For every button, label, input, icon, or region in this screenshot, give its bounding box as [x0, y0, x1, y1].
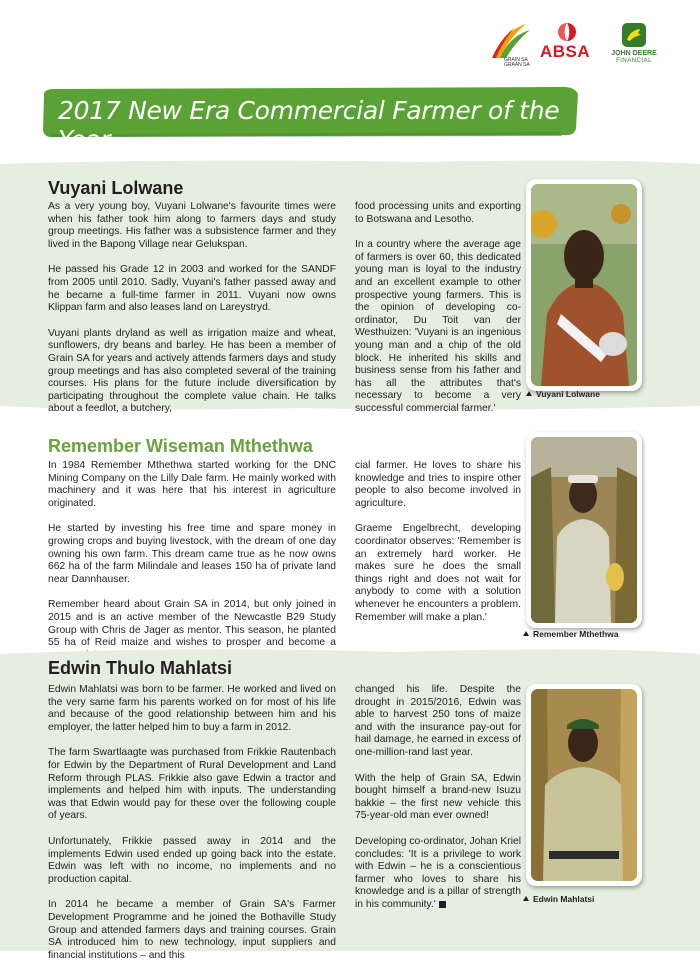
grain-sa-logo: [486, 18, 534, 74]
paragraph: cial farmer. He loves to share his knowledge and tries to inspire other people to also become involved in agriculture.: [355, 460, 521, 509]
paragraph: [355, 836, 521, 912]
paragraph: Graeme Engelbrecht, developing coordinator observes: 'Remember is an extremely hard worker. He makes sure he does the small things right and does not wait for anybody to come with a solution whenever he encounters a problem. Remember will make a plan.': [355, 523, 521, 623]
title-banner: [40, 86, 580, 154]
text-column-right: [355, 460, 521, 624]
caption-pointer-icon: [523, 631, 529, 636]
end-of-article-icon: [439, 901, 446, 908]
paragraph: The farm Swartlaagte was purchased from Frikkie Rautenbach for Edwin by the Department of Rural Development and Land Reform through PLAS. Frikkie also gave Edwin a tractor and implements and helped him with inputs. The understanding was that Edwin would pay for these over the following couple of years.: [48, 747, 336, 822]
caption-pointer-icon: [526, 391, 532, 396]
paragraph: Vuyani plants dryland as well as irrigation maize and wheat, sunflowers, dry beans and barley. He has been a member of Grain SA for years and actively attends farmers days and study group meetings and has also completed several of the training courses. His plans for the future include diversification by participating throughout the complete value chain. He talks about a feedlot, a butchery,: [48, 327, 336, 415]
caption-text: Vuyani Lolwane: [536, 389, 600, 399]
john-deere-financial: FINANCIAL: [616, 58, 652, 64]
grain-sa-text: GRAIN SA GRAAN SA: [504, 57, 530, 68]
paragraph: In a country where the average age of farmers is over 60, this dedicated young man is loyal to the industry and an excellent example to other prospective young farmers. This is the opinion of developing co-ordinator, Du Toit van der Westhuizen: 'Vuyani is an ingenious young man and a chip of the old block. He inherited his skills and business sense from his father and has all the attributes that's necessary to become a very successful commercial farmer.': [355, 239, 521, 414]
portrait-photo-edwin: [526, 684, 642, 886]
paragraph: In 1984 Remember Mthethwa started working for the DNC Mining Company on the Lilly Dale farm. He mainly worked with machinery and it was here that his interest in agriculture originated.: [48, 460, 336, 509]
photo-caption: [526, 389, 600, 399]
paragraph: Remember heard about Grain SA in 2014, but only joined in 2015 and is an active member of the Newcastle B29 Study Group with Chris de Jager as mentor. This season, he planted 55 ha of Reid maize and wishes to prosper and become a: [48, 599, 336, 649]
john-deere-wordmark: JOHN DEERE: [611, 50, 657, 57]
paragraph-text: Developing co-ordinator, Johan Kriel concludes: 'It is a privilege to work with Edwin – he is a conscientious farmer who loves to share his knowledge and is a pillar of strength in his community.': [355, 835, 521, 910]
paragraph: As a very young boy, Vuyani Lolwane's favourite times were when his father took him along to farmers days and study group meetings. His father was a subsistence farmer and they lived in the Bapong Village near Gelukspan.: [48, 201, 336, 250]
paragraph: In 2014 he became a member of Grain SA's Farmer Development Programme and he joined the Bothaville Study Group and attended farmers days and training courses. Grain SA introduced him to new technology, input suppliers and financial institutions – and this: [48, 899, 336, 961]
caption-text: Remember Mthethwa: [533, 629, 619, 639]
paragraph: He passed his Grade 12 in 2003 and worked for the SANDF from 2005 until 2010. Sadly, Vuyani's father passed away and he became a full-time farmer in 2011. Vuyani now owns Klippan farm and also leases land on Lareystryd.: [48, 264, 336, 314]
text-column-right: [355, 201, 521, 416]
text-column-left: [48, 460, 336, 662]
page-title: 2017 New Era Commercial Farmer of the Year: [58, 96, 560, 154]
profile-section-vuyani: [0, 158, 700, 415]
paragraph: Edwin Mahlatsi was born to be farmer. He worked and lived on the very same farm his parents worked on for most of his life and because of the good relationship between him and his employer, the latter helped him to buy a farm in 2012.: [48, 684, 336, 733]
paragraph: Unfortunately, Frikkie passed away in 2014 and the implements Edwin used ended up going back into the estate. Edwin was left with no income, no implements and no production capital.: [48, 835, 336, 885]
portrait-photo-remember: [526, 432, 642, 628]
photo-caption: [523, 894, 594, 904]
text-column-left: [48, 201, 336, 416]
section-heading: Edwin Thulo Mahlatsi: [48, 658, 232, 678]
text-column-right: [355, 684, 521, 912]
caption-text: Edwin Mahlatsi: [533, 894, 595, 904]
absa-logo: [540, 22, 600, 72]
profile-section-remember: [0, 420, 700, 649]
caption-pointer-icon: [523, 896, 529, 901]
john-deere-logo: [608, 22, 660, 72]
sponsor-logos: [486, 18, 660, 74]
photo-caption: [523, 629, 619, 639]
portrait-photo-vuyani: [526, 179, 642, 391]
paragraph: changed his life. Despite the drought in 2015/2016, Edwin was able to harvest 250 tons of maize and with the insurance pay-out for hail damage, he earned in excess of one-million-rand last year.: [355, 684, 521, 758]
section-heading: Vuyani Lolwane: [48, 178, 184, 198]
paragraph: He started by investing his free time and spare money in growing crops and buying livestock, with the dream of one day owning his own farm. This dream came true as he now owns 662 ha of the farm Milindale and leases 150 ha of private land near Dannhauser.: [48, 523, 336, 585]
absa-wordmark: ABSA: [540, 42, 591, 61]
paragraph: With the help of Grain SA, Edwin bought himself a brand-new Isuzu bakkie – the first new vehicle this 75-year-old man ever owned!: [355, 772, 521, 822]
section-heading: Remember Wiseman Mthethwa: [48, 436, 313, 456]
paragraph: food processing units and exporting to Botswana and Lesotho.: [355, 201, 521, 225]
text-column-left: [48, 684, 336, 962]
profile-section-edwin: [0, 646, 700, 961]
